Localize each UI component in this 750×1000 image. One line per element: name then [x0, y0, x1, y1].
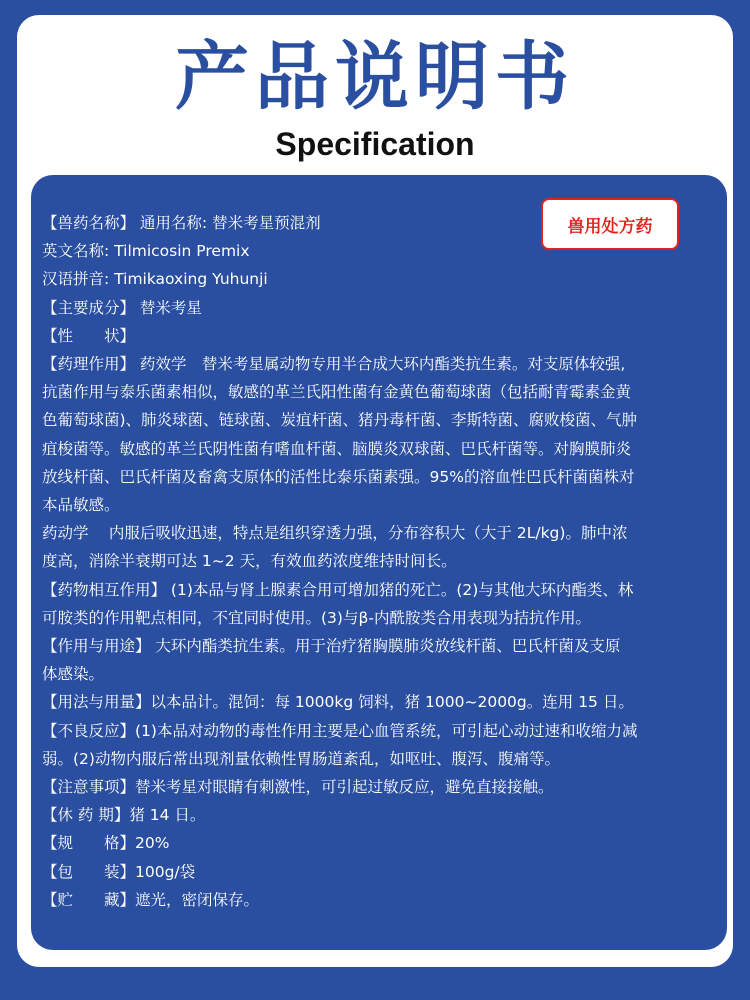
spec-line: 【休 药 期】猪 14 日。 [42, 806, 206, 825]
spec-line: 色葡萄球菌)、肺炎球菌、链球菌、炭疽杆菌、猪丹毒杆菌、李斯特菌、腐败梭菌、气肿 [42, 411, 638, 430]
spec-line: 可胺类的作用靶点相同，不宜同时使用。(3)与β-内酰胺类合用表现为拮抗作用。 [42, 608, 591, 627]
spec-line: 放线杆菌、巴氏杆菌及畜禽支原体的活性比泰乐菌素强。95%的溶血性巴氏杆菌菌株对 [42, 467, 635, 486]
spec-content [42, 209, 717, 914]
spec-line: 【药理作用】 药效学 替米考星属动物专用半合成大环内酯类抗生素。对支原体较强, [42, 355, 626, 374]
spec-line: 体感染。 [42, 665, 105, 684]
spec-line: 本品敏感。 [42, 496, 120, 515]
spec-line: 【不良反应】(1)本品对动物的毒性作用主要是心血管系统，可引起心动过速和收缩力减 [42, 721, 638, 740]
spec-line: 【规 格】20% [42, 834, 170, 853]
prescription-badge: 兽用处方药 [541, 198, 679, 250]
page-title: 产品说明书 [175, 34, 575, 120]
spec-line: 弱。(2)动物内服后常出现剂量依赖性胃肠道紊乱，如呕吐、腹泻、腹痛等。 [42, 749, 560, 768]
spec-line: 【作用与用途】 大环内酯类抗生素。用于治疗猪胸膜肺炎放线杆菌、巴氏杆菌及支原 [42, 637, 621, 656]
spec-line: 药动学 内服后吸收迅速，特点是组织穿透力强，分布容积大（大于 2L/kg)。肺中浓 [42, 524, 628, 543]
spec-line: 【主要成分】 替米考星 [42, 298, 202, 317]
spec-line: 英文名称: Tilmicosin Premix [42, 242, 250, 261]
spec-line: 【贮 藏】遮光，密闭保存。 [42, 890, 260, 909]
spec-line: 疽梭菌等。敏感的革兰氏阴性菌有嗜血杆菌、脑膜炎双球菌、巴氏杆菌等。对胸膜肺炎 [42, 439, 632, 458]
spec-line: 【注意事项】替米考星对眼睛有刺激性，可引起过敏反应，避免直接接触。 [42, 778, 554, 797]
spec-line: 【药物相互作用】 (1)本品与肾上腺素合用可增加猪的死亡。(2)与其他大环内酯类、林 [42, 580, 634, 599]
page-subtitle: Specification [275, 126, 475, 162]
spec-line: 抗菌作用与泰乐菌素相似，敏感的革兰氏阳性菌有金黄色葡萄球菌（包括耐青霉素金黄 [42, 383, 632, 402]
spec-line: 汉语拼音: Timikaoxing Yuhunji [42, 270, 268, 289]
spec-line: 【性 状】 [42, 326, 136, 345]
spec-line: 【包 装】100g/袋 [42, 862, 196, 881]
spec-line: 【用法与用量】以本品计。混饲：每 1000kg 饲料，猪 1000~2000g。连用 15 日。 [42, 693, 634, 712]
spec-line: 度高，消除半衰期可达 1~2 天，有效血药浓度维持时间长。 [42, 552, 457, 571]
spec-line: 【兽药名称】 通用名称: 替米考星预混剂 [42, 214, 321, 232]
